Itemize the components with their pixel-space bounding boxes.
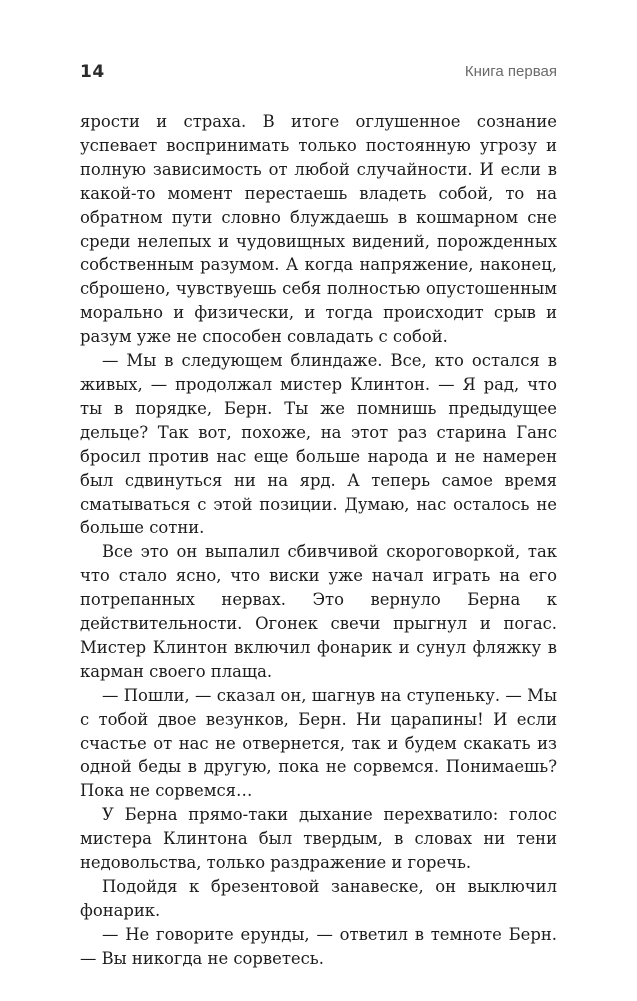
page-header xyxy=(80,62,557,88)
paragraph: — Пошли, — сказал он, шагнув на ступеньку. — Мы с тобой двое везунков, Берн. Ни царапины! И если счастье от нас не отвернется, так и будем скакать из одной беды в другую, пока не сорвемся. Понимаешь? Пока не сорвемся… xyxy=(80,685,557,801)
paragraph: — Мы в следующем блиндаже. Все, кто остался в живых, — продолжал мистер Клинтон. — Я рад, что ты в порядке, Берн. Ты же помнишь предыдущее дельце? Так вот, похоже, на этот раз старина Ганс бросил против нас еще больше народа и не намерен был сдвинуться ни на ярд. А теперь самое время сматываться с этой позиции. Думаю, нас осталось не больше сотни. xyxy=(80,351,557,538)
paragraph: Все это он выпалил сбивчивой скороговоркой, так что стало ясно, что виски уже начал играть на его потрепанных нервах. Это вернуло Берна к действительности. Огонек свечи прыгнул и погас. Мистер Клинтон включил фонарик и сунул фляжку в карман своего плаща. xyxy=(80,542,557,681)
paragraph: — Не говорите ерунды, — ответил в темноте Берн. — Вы никогда не сорветесь. xyxy=(80,924,557,968)
paragraph: ярости и страха. В итоге оглушенное сознание успевает воспринимать только постоянную угрозу и полную зависимость от любой случайности. И если в какой-то момент перестаешь владеть собой, то на обратном пути словно блуждаешь в кошмарном сне среди нелепых и чудовищных видений, порожденных собственным разумом. А когда напряжение, наконец, сброшено, чувствуешь себя полностью опустошенным морально и физически, и тогда происходит срыв и разум уже не способен совладать с собой. xyxy=(80,112,557,347)
body-text xyxy=(80,110,557,971)
paragraph: У Берна прямо-таки дыхание перехватило: голос мистера Клинтона был твердым, в словах ни тени недовольства, только раздражение и горечь. xyxy=(80,805,557,873)
running-head: Книга первая xyxy=(464,63,557,80)
page-number: 14 xyxy=(80,62,105,82)
paragraph: Подойдя к брезентовой занавеске, он выключил фонарик. xyxy=(80,877,557,920)
